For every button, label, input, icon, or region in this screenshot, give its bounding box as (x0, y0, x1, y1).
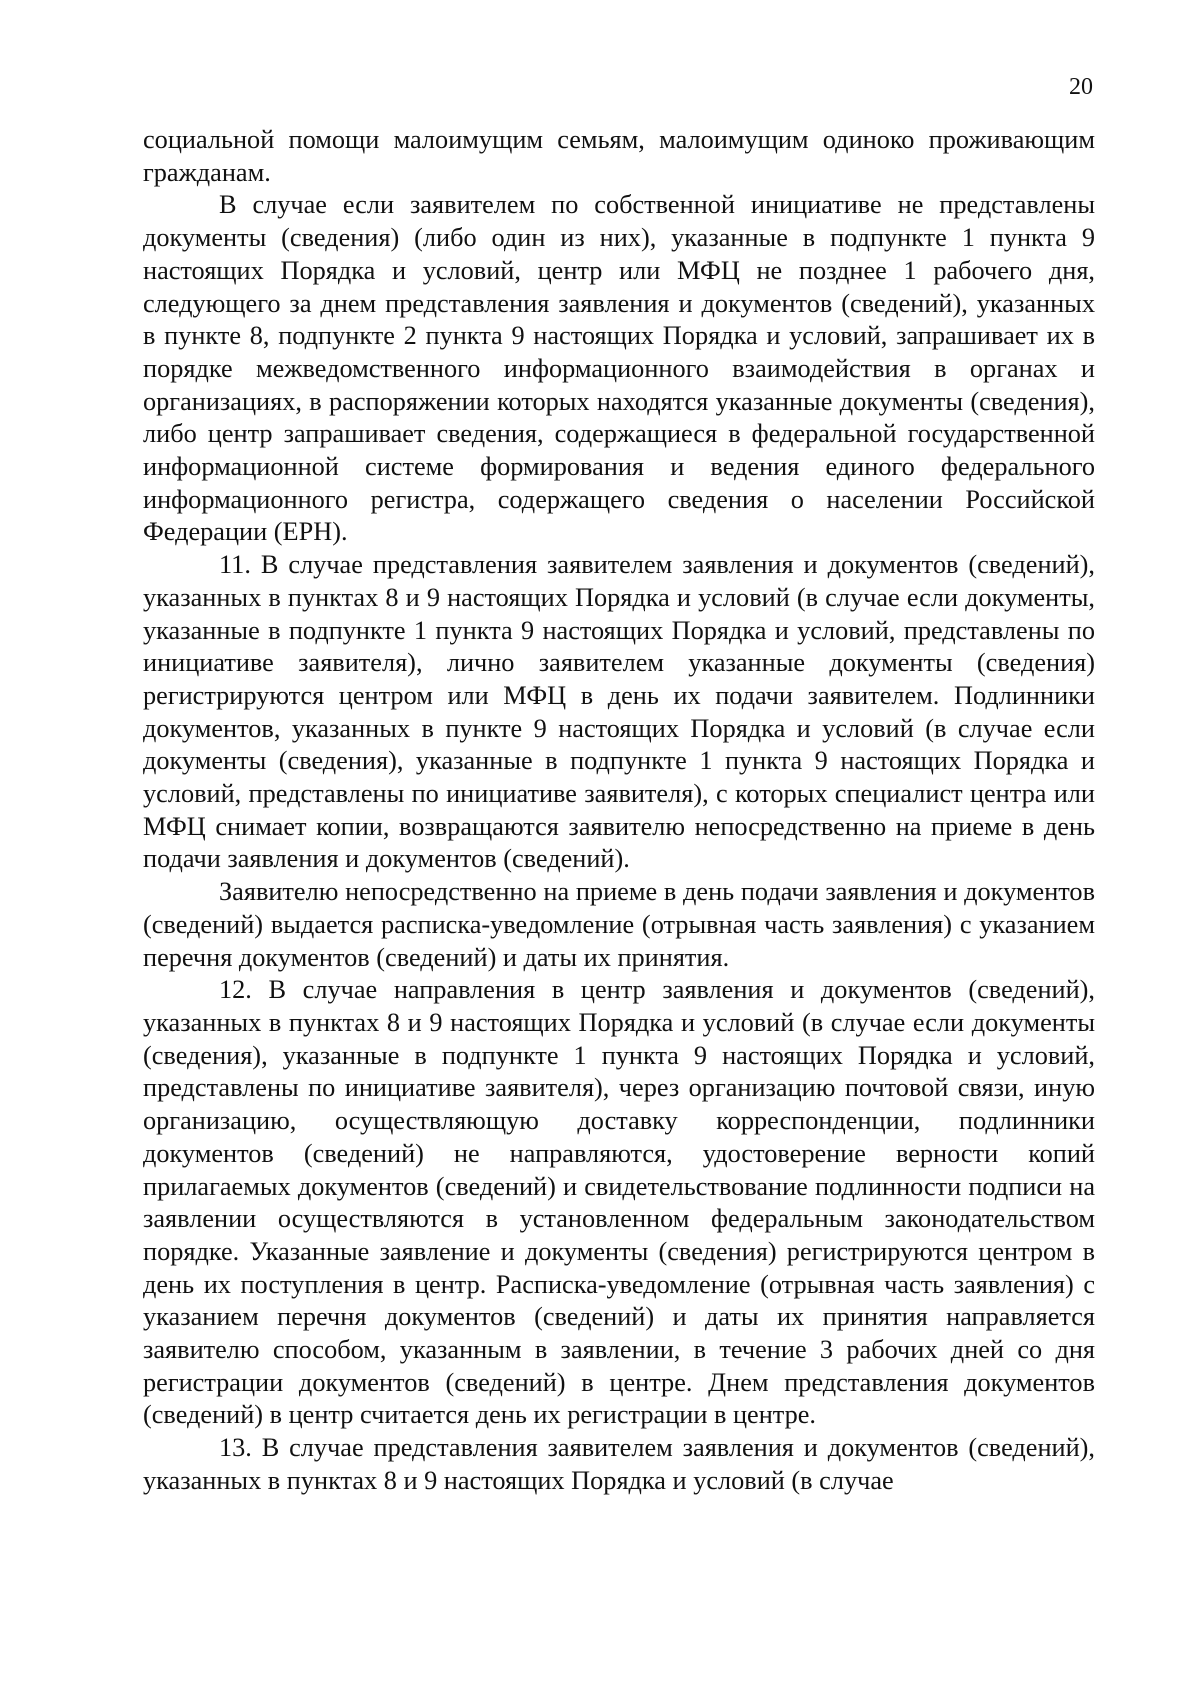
paragraph-item-12: 12. В случае направления в центр заявления и документов (сведений), указанных в пунктах 8 и 9 настоящих Порядка и условий (в случае если документы (сведения), указанные в подпункте 1 пункта 9 настоящих Порядка и условий, представлены по инициативе заявителя), через организацию почтовой связи, иную организацию, осуществляющую доставку корреспонденции, подлинники документов (сведений) не направляются, удостоверение верности копий прилагаемых документов (сведений) и свидетельствование подлинности подписи на заявлении осуществляются в установленном федеральным законодательством порядке. Указанные заявление и документы (сведения) регистрируются центром в день их поступления в центр. Расписка-уведомление (отрывная часть заявления) с указанием перечня документов (сведений) и даты их принятия направляется заявителю способом, указанным в заявлении, в течение 3 рабочих дней со дня регистрации документов (сведений) в центре. Днем представления документов (сведений) в центр считается день их регистрации в центре. (143, 975, 1095, 1430)
paragraph-item-11: 11. В случае представления заявителем заявления и документов (сведений), указанных в пунктах 8 и 9 настоящих Порядка и условий (в случае если документы, указанные в подпункте 1 пункта 9 настоящих Порядка и условий, представлены по инициативе заявителя), лично заявителем указанные документы (сведения) регистрируются центром или МФЦ в день их подачи заявителем. Подлинники документов, указанных в пункте 9 настоящих Порядка и условий (в случае если документы (сведения), указанные в подпункте 1 пункта 9 настоящих Порядка и условий, представлены по инициативе заявителя), с которых специалист центра или МФЦ снимает копии, возвращаются заявителю непосредственно на приеме в день подачи заявления и документов (сведений). (143, 550, 1095, 874)
page-number: 20 (1069, 74, 1093, 100)
paragraph-continuation: социальной помощи малоимущим семьям, малоимущим одиноко проживающим гражданам. (143, 125, 1095, 187)
document-body (143, 124, 1095, 1498)
paragraph-missing-documents: В случае если заявителем по собственной инициативе не представлены документы (сведения) (либо один из них), указанные в подпункте 1 пункта 9 настоящих Порядка и условий, центр или МФЦ не позднее 1 рабочего дня, следующего за днем представления заявления и документов (сведений), указанных в пункте 8, подпункте 2 пункта 9 настоящих Порядка и условий, запрашивает их в порядке межведомственного информационного взаимодействия в органах и организациях, в распоряжении которых находятся указанные документы (сведения), либо центр запрашивает сведения, содержащиеся в федеральной государственной информационной системе формирования и ведения единого федерального информационного регистра, содержащего сведения о населении Российской Федерации (ЕРН). (143, 190, 1095, 547)
paragraph-item-13: 13. В случае представления заявителем заявления и документов (сведений), указанных в пунктах 8 и 9 настоящих Порядка и условий (в случае (143, 1433, 1095, 1495)
paragraph-receipt-notice: Заявителю непосредственно на приеме в день подачи заявления и документов (сведений) выдается расписка-уведомление (отрывная часть заявления) с указанием перечня документов (сведений) и даты их принятия. (143, 877, 1095, 972)
